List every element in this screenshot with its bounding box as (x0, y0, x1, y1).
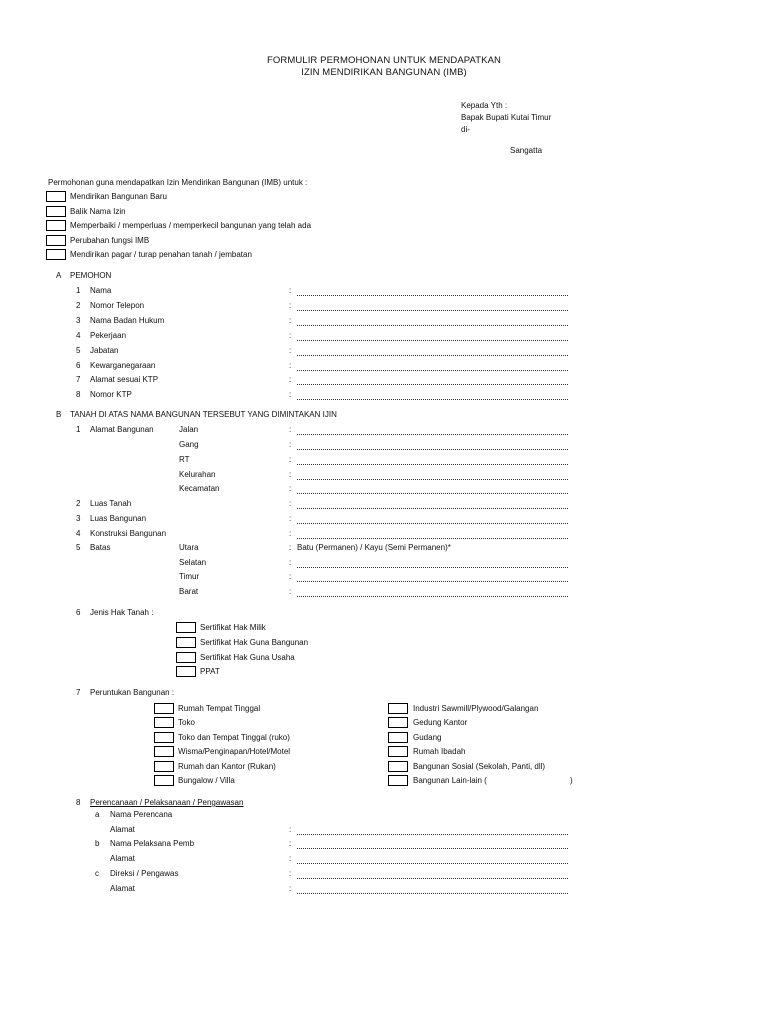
field-label-alamat: Alamat (110, 884, 135, 893)
field-input-direksi[interactable] (297, 877, 568, 879)
row-number: 7 (76, 375, 81, 384)
colon: : (289, 558, 292, 567)
field-input-kecamatan[interactable] (297, 492, 568, 494)
field-label-telepon: Nomor Telepon (90, 301, 145, 310)
hak-tanah-option: Sertifikat Hak Milik (200, 623, 266, 632)
field-input-rt[interactable] (297, 463, 568, 465)
peruntukan-option: Bangunan Sosial (Sekolah, Panti, dll) (413, 762, 546, 771)
sub-label-kelurahan: Kelurahan (179, 470, 216, 479)
colon: : (289, 572, 292, 581)
field-label-jabatan: Jabatan (90, 346, 119, 355)
colon: : (289, 869, 292, 878)
colon: : (289, 854, 292, 863)
colon: : (289, 514, 292, 523)
field-input-kewarganegaraan[interactable] (297, 369, 568, 371)
row-number: 7 (76, 688, 81, 697)
section-a-title: PEMOHON (70, 271, 112, 280)
field-label-pekerjaan: Pekerjaan (90, 331, 127, 340)
close-paren: ) (570, 776, 573, 785)
field-input-luas-bangunan[interactable] (297, 522, 568, 524)
row-number: 8 (76, 798, 81, 807)
peruntukan-checkbox[interactable] (154, 732, 174, 743)
colon: : (289, 470, 292, 479)
row-number: 5 (76, 346, 81, 355)
sub-label-timur: Timur (179, 572, 200, 581)
colon: : (289, 375, 292, 384)
row-number: 8 (76, 390, 81, 399)
sub-label-gang: Gang (179, 440, 199, 449)
peruntukan-option: Gudang (413, 733, 442, 742)
purpose-checkbox[interactable] (46, 220, 66, 231)
purpose-label: Balik Nama Izin (70, 207, 126, 216)
field-input-alamat-perencana[interactable] (297, 833, 568, 835)
hak-tanah-option: Sertifikat Hak Guna Bangunan (200, 638, 309, 647)
section-b-title: TANAH DI ATAS NAMA BANGUNAN TERSEBUT YANG DIMINTAKAN IJIN (70, 410, 337, 419)
colon: : (289, 331, 292, 340)
colon: : (289, 425, 292, 434)
row-number: 5 (76, 543, 81, 552)
field-label-nama: Nama (90, 286, 112, 295)
addressee-line1: Kepada Yth : (461, 101, 508, 110)
row-number: 1 (76, 286, 81, 295)
peruntukan-checkbox[interactable] (388, 775, 408, 786)
field-label-luas-bangunan: Luas Bangunan (90, 514, 147, 523)
field-input-alamat-ktp[interactable] (297, 383, 568, 385)
row-number: 4 (76, 529, 81, 538)
row-number: 2 (76, 499, 81, 508)
field-input-nomor-ktp[interactable] (297, 398, 568, 400)
purpose-label: Memperbaiki / memperluas / memperkecil bangunan yang telah ada (70, 221, 312, 230)
colon: : (289, 587, 292, 596)
field-input-alamat-direksi[interactable] (297, 892, 568, 894)
peruntukan-checkbox[interactable] (154, 775, 174, 786)
section-a-letter: A (56, 271, 62, 280)
form-title-line2: IZIN MENDIRIKAN BANGUNAN (IMB) (301, 67, 467, 78)
peruntukan-checkbox[interactable] (388, 746, 408, 757)
peruntukan-option: Gedung Kantor (413, 718, 468, 727)
sub-label-rt: RT (179, 455, 190, 464)
colon: : (289, 440, 292, 449)
field-label-direksi: Direksi / Pengawas (110, 869, 179, 878)
field-input-badan-hukum[interactable] (297, 324, 568, 326)
hak-tanah-checkbox[interactable] (176, 622, 196, 633)
sub-letter: c (95, 869, 99, 878)
addressee-line3: di- (461, 125, 470, 134)
row-number: 6 (76, 361, 81, 370)
colon: : (289, 361, 292, 370)
form-title-line1: FORMULIR PERMOHONAN UNTUK MENDAPATKAN (266, 55, 501, 66)
field-label-peruntukan: Peruntukan Bangunan : (90, 688, 175, 697)
row-number: 4 (76, 331, 81, 340)
field-label-nama-pelaksana: Nama Pelaksana Pemb (110, 839, 195, 848)
field-input-nama[interactable] (297, 294, 568, 296)
field-label-batas: Batas (90, 543, 111, 552)
field-label-alamat: Alamat (110, 825, 135, 834)
purpose-checkbox[interactable] (46, 191, 66, 202)
field-input-nama-pelaksana[interactable] (297, 847, 568, 849)
field-label-alamat: Alamat (110, 854, 135, 863)
peruntukan-option: Toko dan Tempat Tinggal (ruko) (178, 733, 290, 742)
field-label-hak-tanah: Jenis Hak Tanah : (90, 608, 154, 617)
sub-label-utara: Utara (179, 543, 199, 552)
hak-tanah-checkbox[interactable] (176, 652, 196, 663)
row-number: 1 (76, 425, 81, 434)
field-input-jabatan[interactable] (297, 354, 568, 356)
sub-letter: a (95, 810, 100, 819)
peruntukan-checkbox[interactable] (388, 717, 408, 728)
peruntukan-checkbox[interactable] (154, 717, 174, 728)
colon: : (289, 499, 292, 508)
field-input-pekerjaan[interactable] (297, 339, 568, 341)
addressee-city: Sangatta (510, 146, 543, 155)
peruntukan-option: Bungalow / Villa (178, 776, 235, 785)
field-label-badan-hukum: Nama Badan Hukum (90, 316, 165, 325)
addressee-line2: Bapak Bupati Kutai Timur (461, 113, 552, 122)
peruntukan-option: Wisma/Penginapan/Hotel/Motel (178, 747, 291, 756)
purpose-label: Mendirikan Bangunan Baru (70, 192, 167, 201)
colon: : (289, 825, 292, 834)
sub-letter: b (95, 839, 100, 848)
field-input-barat[interactable] (297, 595, 568, 597)
purpose-checkbox[interactable] (46, 249, 66, 260)
peruntukan-option: Rumah Ibadah (413, 747, 466, 756)
field-input-luas-tanah[interactable] (297, 507, 568, 509)
colon: : (289, 286, 292, 295)
row-number: 3 (76, 514, 81, 523)
field-input-kelurahan[interactable] (297, 478, 568, 480)
lain-lain-input[interactable] (498, 784, 566, 785)
purpose-label: Perubahan fungsi IMB (70, 236, 150, 245)
sub-label-selatan: Selatan (179, 558, 207, 567)
field-label-kewarganegaraan: Kewarganegaraan (90, 361, 156, 370)
peruntukan-option: Industri Sawmill/Plywood/Galangan (413, 704, 539, 713)
colon: : (289, 390, 292, 399)
colon: : (289, 346, 292, 355)
sub-label-jalan: Jalan (179, 425, 199, 434)
colon: : (289, 543, 292, 552)
peruntukan-checkbox[interactable] (154, 746, 174, 757)
field-label-perencanaan: Perencanaan / Pelaksanaan / Pengawasan (90, 798, 244, 807)
field-input-gang[interactable] (297, 448, 568, 450)
peruntukan-checkbox[interactable] (388, 732, 408, 743)
peruntukan-option: Bangunan Lain-lain ( (413, 776, 487, 785)
peruntukan-option: Rumah dan Kantor (Rukan) (178, 762, 276, 771)
field-input-alamat-pelaksana[interactable] (297, 862, 568, 864)
purpose-checkbox[interactable] (46, 206, 66, 217)
row-number: 2 (76, 301, 81, 310)
colon: : (289, 839, 292, 848)
colon: : (289, 884, 292, 893)
peruntukan-option: Toko (178, 718, 195, 727)
field-label-luas-tanah: Luas Tanah (90, 499, 132, 508)
colon: : (289, 301, 292, 310)
hak-tanah-option: Sertifikat Hak Guna Usaha (200, 653, 295, 662)
peruntukan-checkbox[interactable] (388, 761, 408, 772)
field-input-telepon[interactable] (297, 309, 568, 311)
intro-text: Permohonan guna mendapatkan Izin Mendirikan Bangunan (IMB) untuk : (48, 178, 308, 187)
hak-tanah-option: PPAT (200, 667, 220, 676)
row-number: 3 (76, 316, 81, 325)
field-label-nomor-ktp: Nomor KTP (90, 390, 132, 399)
colon: : (289, 529, 292, 538)
field-label-alamat-ktp: Alamat sesuai KTP (90, 375, 159, 384)
hak-tanah-checkbox[interactable] (176, 637, 196, 648)
colon: : (289, 316, 292, 325)
colon: : (289, 484, 292, 493)
peruntukan-checkbox[interactable] (154, 703, 174, 714)
field-label-konstruksi: Konstruksi Bangunan (90, 529, 167, 538)
peruntukan-option: Rumah Tempat Tinggal (178, 704, 261, 713)
peruntukan-checkbox[interactable] (388, 703, 408, 714)
row-number: 6 (76, 608, 81, 617)
field-label-alamat-bangunan: Alamat Bangunan (90, 425, 154, 434)
colon: : (289, 455, 292, 464)
purpose-checkbox[interactable] (46, 235, 66, 246)
purpose-label: Mendirikan pagar / turap penahan tanah / jembatan (70, 250, 252, 259)
peruntukan-checkbox[interactable] (154, 761, 174, 772)
field-input-jalan[interactable] (297, 433, 568, 435)
section-b-letter: B (56, 410, 62, 419)
field-input-timur[interactable] (297, 580, 568, 582)
sub-label-barat: Barat (179, 587, 199, 596)
field-label-nama-perencana: Nama Perencana (110, 810, 173, 819)
field-input-konstruksi[interactable] (297, 537, 568, 539)
field-input-selatan[interactable] (297, 566, 568, 568)
utara-value: Batu (Permanen) / Kayu (Semi Permanen)* (297, 543, 451, 552)
hak-tanah-checkbox[interactable] (176, 666, 196, 677)
sub-label-kecamatan: Kecamatan (179, 484, 220, 493)
